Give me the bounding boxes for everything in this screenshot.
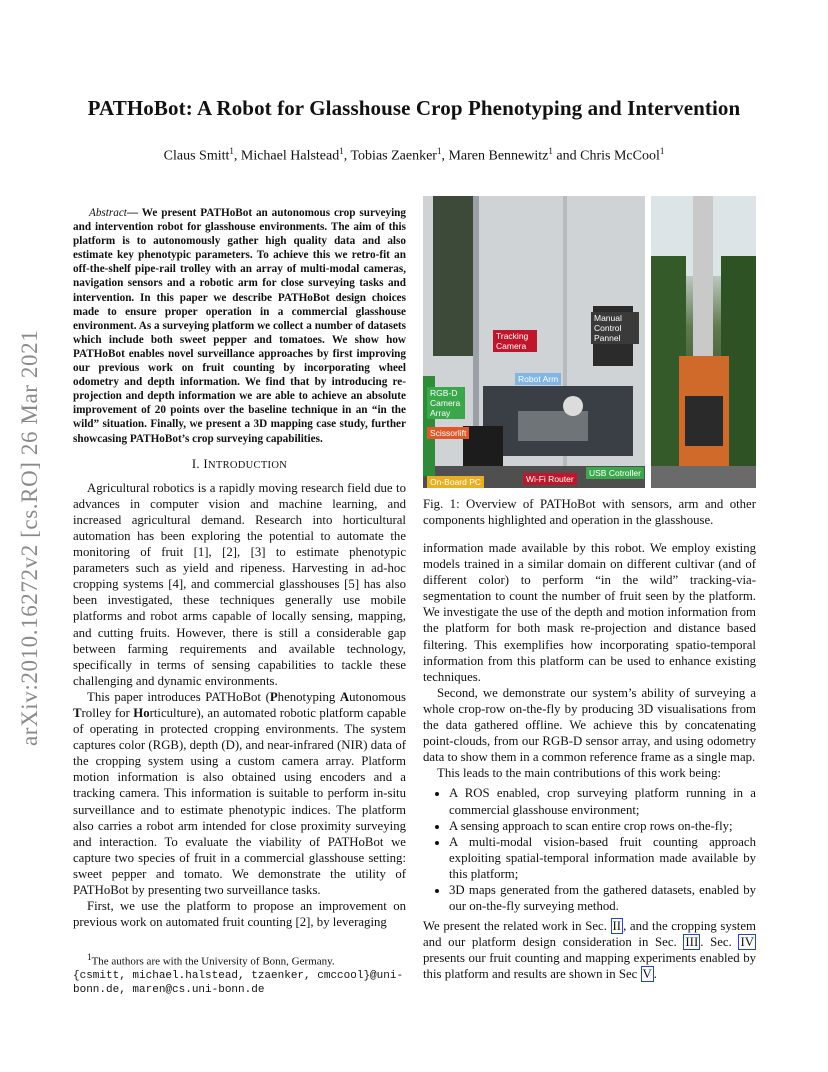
footnote: $^1$The authors are with the University of Bonn, Germany. {csmitt, michael.halstead, tzaenker, cmccool}@uni-bonn.de, maren@cs.uni-bonn.de — [73, 950, 406, 997]
intro-paragraph-2: This paper introduces PATHoBot (Phenotyping Autonomous Trolley for Horticulture), an automated robotic platform capable of operating in protected cropping environments. The system captures color (RGB), depth (D), and near-infrared (NIR) data of the cropping system using a custom camera array. Platform motion information is also obtained using encoders and a tracking camera. This information is suitable to perform in-situ surveillance and to estimate phenotypic indices. The platform also carries a robot arm intended for close proximity surveying and interaction. To evaluate the viability of PATHoBot we capture two species of fruit in a commercial glasshouse setting: sweet pepper and tomato. We demonstrate the utility of PATHoBot by presenting two surveillance tasks. — [73, 689, 406, 898]
abstract-text: — We present PATHoBot an autonomous crop surveying and intervention robot for glasshouse environments. The aim of this platform is to autonomously gather high quality data and also estimate key phenotypic parameters. To achieve this we retro-fit an off-the-shelf pipe-rail trolley with an array of multi-modal cameras, navigation sensors and a robotic arm for close surveying tasks and intervention. In this paper we describe PATHoBot design choices made to ensure proper operation in a commercial glasshouse environment. As a surveying platform we collect a number of datasets which include both sweet pepper and tomatoes. We show how PATHoBot enables novel surveillance approaches by first improving our previous work on fruit counting by incorporating wheel odometry and depth information. We find that by introducing re-projection and depth information we are able to achieve an absolute improvement of 20 points over the baseline technique in an “in the wild” situation. Finally, we present a 3D mapping case study, further showcasing PATHoBot’s crop surveying capabilities. — [73, 207, 406, 445]
intro-paragraph-4: Second, we demonstrate our system’s ability of surveying a whole crop-row on-the-fly by producing 3D visualisations from the data gathered offline. We achieve this by concatenating point-clouds, from our RGB-D sensor array, and using odometry data to show them in a common reference frame as a single map. — [423, 685, 756, 765]
abstract — [73, 206, 406, 446]
section-ref-link[interactable]: III — [685, 935, 699, 950]
figure-1 — [423, 196, 756, 488]
figure-1-caption: Fig. 1: Overview of PATHoBot with sensors, arm and other components highlighted and operation in the glasshouse. — [423, 497, 756, 528]
author-name: Maren Bennewitz — [448, 148, 549, 164]
left-column — [73, 206, 406, 930]
list-item: • 3D maps generated from the gathered datasets, enabled by our on-the-fly surveying method. — [449, 882, 756, 914]
section-ref-link[interactable]: IV — [740, 935, 754, 950]
intro-paragraph-3: First, we use the platform to propose an improvement on previous work on automated fruit counting [2], by leveraging — [73, 899, 406, 930]
robot-photo — [423, 196, 645, 488]
section-heading-introduction: I. INTRODUCTION — [191, 456, 288, 471]
label-robot-arm: Robot Arm — [515, 373, 561, 385]
label-rgbd-camera-array: RGB-D Camera Array — [427, 387, 465, 419]
label-usb-controller: USB Cotroller — [586, 467, 644, 479]
section-ref-link[interactable]: II — [612, 919, 622, 934]
section-ref-link[interactable]: V — [642, 967, 652, 982]
contribution-list — [423, 785, 756, 914]
arxiv-id: arXiv:2010.16272v2 [cs.RO] 26 Mar 2021 — [17, 329, 42, 746]
author-name: Claus Smitt — [163, 148, 230, 164]
label-tracking-camera: Tracking Camera — [493, 330, 537, 352]
list-item: • A multi-modal vision-based fruit counting approach exploiting spatial-temporal information made available by this platform; — [449, 834, 756, 882]
author-name: Michael Halstead — [240, 148, 340, 164]
arxiv-stamp — [10, 288, 50, 748]
list-item: • A sensing approach to scan entire crop rows on-the-fly; — [449, 818, 756, 834]
paper-title: PATHoBot: A Robot for Glasshouse Crop Phenotyping and Intervention — [87, 96, 741, 120]
list-item: • A ROS enabled, crop surveying platform running in a commercial glasshouse environment; — [449, 785, 756, 817]
intro-paragraph-1: Agricultural robotics is a rapidly moving research field due to advances in computer vision and machine learning, and increased agricultural demand. Research into horticultural automation has been exploring the potential to automate the monitoring of fruit [1], [2], [3] to estimate phenotypic parameters such as yield and ripeness. Harvesting in ad-hoc cropping systems [4], and commercial glasshouses [5] has also been investigated, these techniques generally use mobile platforms and robot arms capable of locally sensing, mapping, and cutting fruits. However, there is still a considerable gap between farming requirements and available technology, specifically in terms of sensing capabilities to tackle these challenging and dynamic environments. — [73, 480, 406, 688]
intro-paragraph-5: This leads to the main contributions of this work being: — [437, 766, 721, 781]
glasshouse-photo — [651, 196, 756, 488]
right-column — [423, 540, 756, 983]
label-manual-control-panel: Manual Control Pannel — [591, 312, 639, 344]
intro-paragraph-3-continued: information made available by this robot. We employ existing models trained in a similar domain on different cultivar (and of different color) to perform “in the wild” tracking-via-segmentation to count the number of fruit seen by the platform. We investigate the use of the depth and motion information from the platform for both mask re-projection and distance based filtering. This exemplifies how incorporating spatio-temporal information from this platform can be used to enhance existing techniques. — [423, 541, 756, 684]
abstract-lead: Abstract — [89, 207, 127, 219]
author-emails: {csmitt, michael.halstead, tzaenker, cmccool}@uni-bonn.de, maren@cs.uni-bonn.de — [73, 969, 404, 996]
author-name: Chris McCool — [580, 148, 660, 164]
author-name: Tobias Zaenker — [350, 148, 437, 164]
intro-paragraph-6: We present the related work in Sec. II , and the cropping system and our platform design consideration in Sec. III . Sec. IV presents our fruit counting and mapping experiments enabled by this platform and results are shown in Sec V . — [423, 919, 756, 982]
author-list: Claus Smitt$^1$, Michael Halstead$^1$, Tobias Zaenker$^1$, Maren Bennewitz$^1$ and Chris McCool$^1$ — [163, 146, 665, 164]
label-onboard-pc: On-Board PC — [427, 476, 484, 488]
label-wifi-router: Wi-Fi Router — [523, 473, 577, 485]
label-scissorlift: Scissorlift — [427, 427, 469, 439]
